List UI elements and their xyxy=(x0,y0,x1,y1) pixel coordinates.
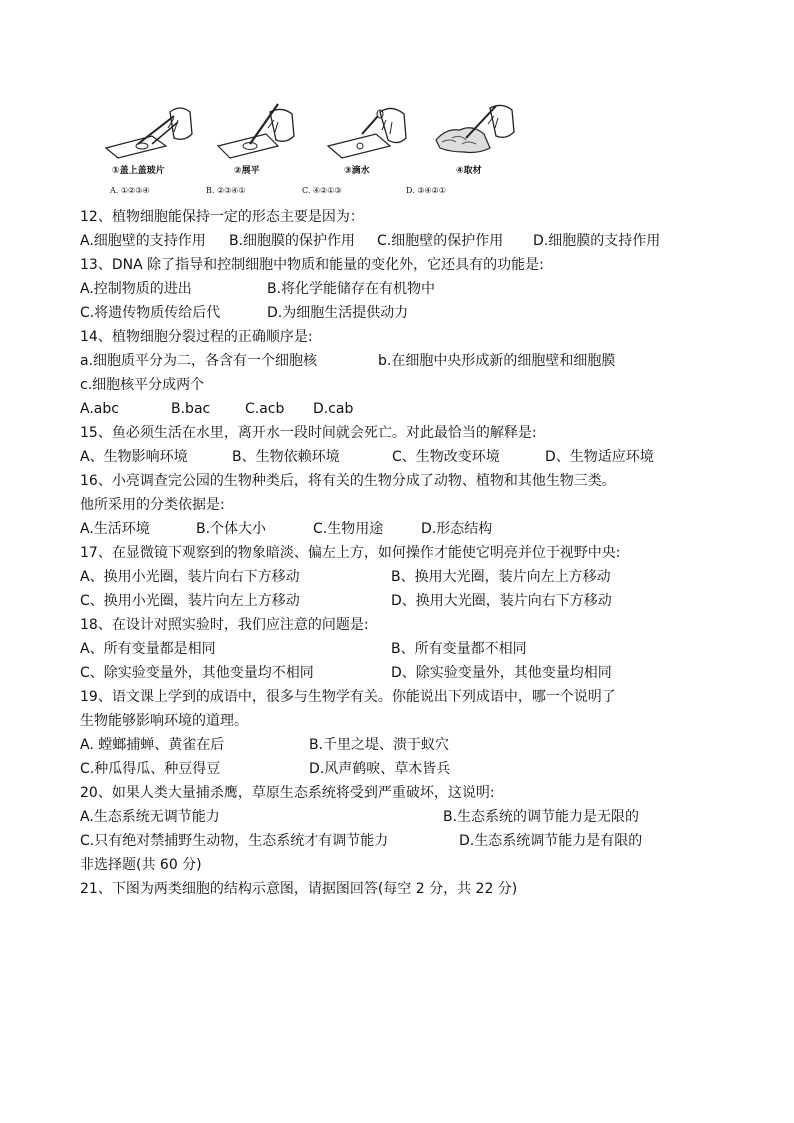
figure-option-a: A. ①②③④ xyxy=(110,186,150,195)
q12-option-b: B.细胞膜的保护作用 xyxy=(229,233,356,249)
figure-option-b: B. ②③④① xyxy=(206,186,246,195)
question-16-stem-continued: 他所采用的分类依据是: xyxy=(80,497,225,513)
q15-option-d: D、生物适应环境 xyxy=(545,449,654,465)
slide-preparation-figure xyxy=(104,98,524,204)
q13-option-d: D.为细胞生活提供动力 xyxy=(267,305,409,321)
step-drop-water-illustration xyxy=(326,98,416,178)
q15-option-a: A、生物影响环境 xyxy=(80,449,188,465)
q19-option-a: A. 螳螂捕蝉、黄雀在后 xyxy=(80,737,225,753)
q14-option-b: B.bac xyxy=(171,401,211,417)
q17-option-b: B、换用大光圈，装片向左上方移动 xyxy=(391,569,611,585)
caption-step-3: ③滴水 xyxy=(344,166,370,176)
q19-option-b: B.千里之堤、溃于蚁穴 xyxy=(309,737,450,753)
q13-option-a: A.控制物质的进出 xyxy=(80,281,192,297)
question-14-stem: 14、植物细胞分裂过程的正确顺序是: xyxy=(80,329,313,345)
step-flatten-illustration xyxy=(216,98,306,178)
question-12-stem: 12、植物细胞能保持一定的形态主要是因为： xyxy=(80,209,364,225)
q16-option-b: B.个体大小 xyxy=(196,521,267,537)
caption-step-1: ①盖上盖玻片 xyxy=(112,166,165,176)
q14-step-c: c.细胞核平分成两个 xyxy=(80,377,205,393)
q19-option-d: D.风声鹤唳、草木皆兵 xyxy=(309,761,451,777)
figure-option-c: C. ④②①③ xyxy=(302,186,342,195)
question-16-stem: 16、小亮调查完公园的生物种类后，将有关的生物分成了动物、植物和其他生物三类。 xyxy=(80,473,616,489)
q20-option-a: A.生态系统无调节能力 xyxy=(80,809,220,825)
q18-option-a: A、所有变量都是相同 xyxy=(80,641,216,657)
section-heading-non-choice: 非选择题(共 60 分) xyxy=(80,857,202,873)
q20-option-d: D.生态系统调节能力是有限的 xyxy=(459,833,643,849)
q14-step-b: b.在细胞中央形成新的细胞壁和细胞膜 xyxy=(378,353,616,369)
q12-option-a: A.细胞壁的支持作用 xyxy=(80,233,206,249)
q15-option-b: B、生物依赖环境 xyxy=(232,449,340,465)
q18-option-d: D、除实验变量外，其他变量均相同 xyxy=(391,665,612,681)
q12-option-d: D.细胞膜的支持作用 xyxy=(533,233,661,249)
q13-option-b: B.将化学能储存在有机物中 xyxy=(267,281,436,297)
q18-option-c: C、除实验变量外，其他变量均不相同 xyxy=(80,665,314,681)
q14-option-a: A.abc xyxy=(80,401,119,417)
question-21-stem: 21、下图为两类细胞的结构示意图，请据图回答(每空 2 分，共 22 分) xyxy=(80,881,518,897)
q13-option-c: C.将遗传物质传给后代 xyxy=(80,305,221,321)
question-19-stem: 19、语文课上学到的成语中，很多与生物学有关。你能说出下列成语中，哪一个说明了 xyxy=(80,689,616,705)
q18-option-b: B、所有变量都不相同 xyxy=(391,641,527,657)
q16-option-d: D.形态结构 xyxy=(421,521,493,537)
q14-step-a: a.细胞质平分为二，各含有一个细胞核 xyxy=(80,353,318,369)
q12-option-c: C.细胞壁的保护作用 xyxy=(377,233,504,249)
q14-option-c: C.acb xyxy=(245,401,285,417)
question-13-stem: 13、DNA 除了指导和控制细胞中物质和能量的变化外，它还具有的功能是: xyxy=(80,257,544,273)
q17-option-c: C、换用小光圈，装片向左上方移动 xyxy=(80,593,300,609)
q20-option-b: B.生态系统的调节能力是无限的 xyxy=(443,809,640,825)
caption-step-2: ②展平 xyxy=(234,166,260,176)
q14-option-d: D.cab xyxy=(313,401,354,417)
q17-option-a: A、换用小光圈，装片向右下方移动 xyxy=(80,569,300,585)
figure-answer-options xyxy=(104,186,524,200)
q17-option-d: D、换用大光圈，装片向右下方移动 xyxy=(391,593,612,609)
question-19-stem-continued: 生物能够影响环境的道理。 xyxy=(80,713,248,729)
figure-option-d: D. ③④②① xyxy=(406,186,446,195)
question-20-stem: 20、如果人类大量捕杀鹰，草原生态系统将受到严重破坏，这说明: xyxy=(80,785,495,801)
q16-option-a: A.生活环境 xyxy=(80,521,150,537)
question-18-stem: 18、在设计对照实验时，我们应注意的问题是: xyxy=(80,617,369,633)
question-15-stem: 15、鱼必须生活在水里，离开水一段时间就会死亡。对此最恰当的解释是: xyxy=(80,425,537,441)
q19-option-c: C.种瓜得瓜、种豆得豆 xyxy=(80,761,221,777)
question-17-stem: 17、在显微镜下观察到的物象暗淡、偏左上方，如何操作才能使它明亮并位于视野中央: xyxy=(80,545,621,561)
q15-option-c: C、生物改变环境 xyxy=(392,449,500,465)
caption-step-4: ④取材 xyxy=(456,166,482,176)
q16-option-c: C.生物用途 xyxy=(313,521,384,537)
q20-option-c: C.只有绝对禁捕野生动物，生态系统才有调节能力 xyxy=(80,833,389,849)
